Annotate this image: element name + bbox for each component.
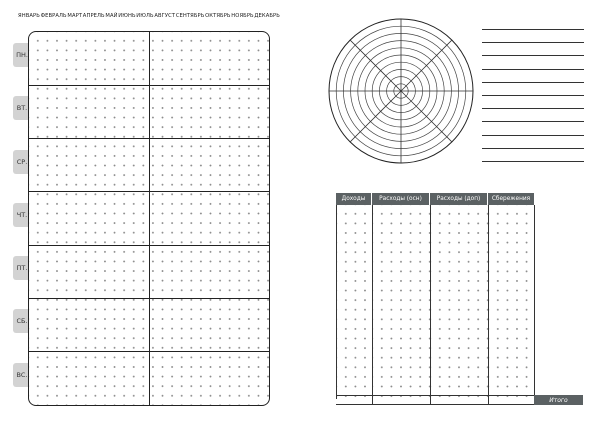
budget-header: Расходы (доп) (430, 193, 488, 205)
weekday-tab: ВС. (13, 363, 31, 387)
budget-column (430, 205, 488, 399)
note-line (482, 135, 584, 136)
month-label[interactable]: ИЮЛЬ (136, 13, 154, 19)
note-line (482, 42, 584, 43)
weekday-tab: ПТ. (13, 256, 31, 280)
month-label[interactable]: ДЕКАБРЬ (254, 13, 280, 19)
budget-column (488, 205, 535, 399)
day-row-separator (29, 191, 269, 192)
note-line (482, 69, 584, 70)
budget-column (336, 205, 372, 399)
note-line (482, 95, 584, 96)
budget-total-label: Итого (534, 395, 583, 405)
note-line (482, 108, 584, 109)
note-line (482, 82, 584, 83)
weekday-tab: СР. (13, 150, 31, 174)
total-row-separator (372, 396, 373, 404)
weekly-grid (28, 31, 270, 406)
day-row-separator (29, 245, 269, 246)
note-line (482, 161, 584, 162)
month-label[interactable]: НОЯБРЬ (231, 13, 254, 19)
segmented-wheel (328, 18, 474, 164)
note-line (482, 148, 584, 149)
month-label[interactable]: АВГУСТ (154, 13, 176, 19)
budget-header: Сбережения (488, 193, 535, 205)
month-label[interactable]: МАЙ (105, 13, 118, 19)
month-label[interactable]: МАРТ (67, 13, 83, 19)
weekday-tab: ЧТ. (13, 203, 31, 227)
weekday-tab: ВТ. (13, 96, 31, 120)
note-line (482, 29, 584, 30)
month-label[interactable]: ЯНВАРЬ (18, 13, 40, 19)
budget-header: Расходы (осн) (372, 193, 430, 205)
month-row (18, 13, 280, 19)
day-row-separator (29, 138, 269, 139)
total-row-separator (430, 396, 431, 404)
note-line (482, 55, 584, 56)
weekday-tab: ПН. (13, 43, 31, 67)
total-row-separator (488, 396, 489, 404)
note-line (482, 121, 584, 122)
month-label[interactable]: ФЕВРАЛЬ (40, 13, 67, 19)
weekday-tab: СБ. (13, 309, 31, 333)
budget-table (336, 193, 535, 405)
day-row-separator (29, 351, 269, 352)
budget-column (372, 205, 430, 399)
month-label[interactable]: ИЮНЬ (118, 13, 136, 19)
budget-header: Доходы (336, 193, 372, 205)
day-row-separator (29, 298, 269, 299)
month-label[interactable]: АПРЕЛЬ (82, 13, 105, 19)
day-row-separator (29, 85, 269, 86)
month-label[interactable]: ОКТЯБРЬ (205, 13, 231, 19)
month-label[interactable]: СЕНТЯБРЬ (175, 13, 205, 19)
week-divider (149, 32, 150, 405)
